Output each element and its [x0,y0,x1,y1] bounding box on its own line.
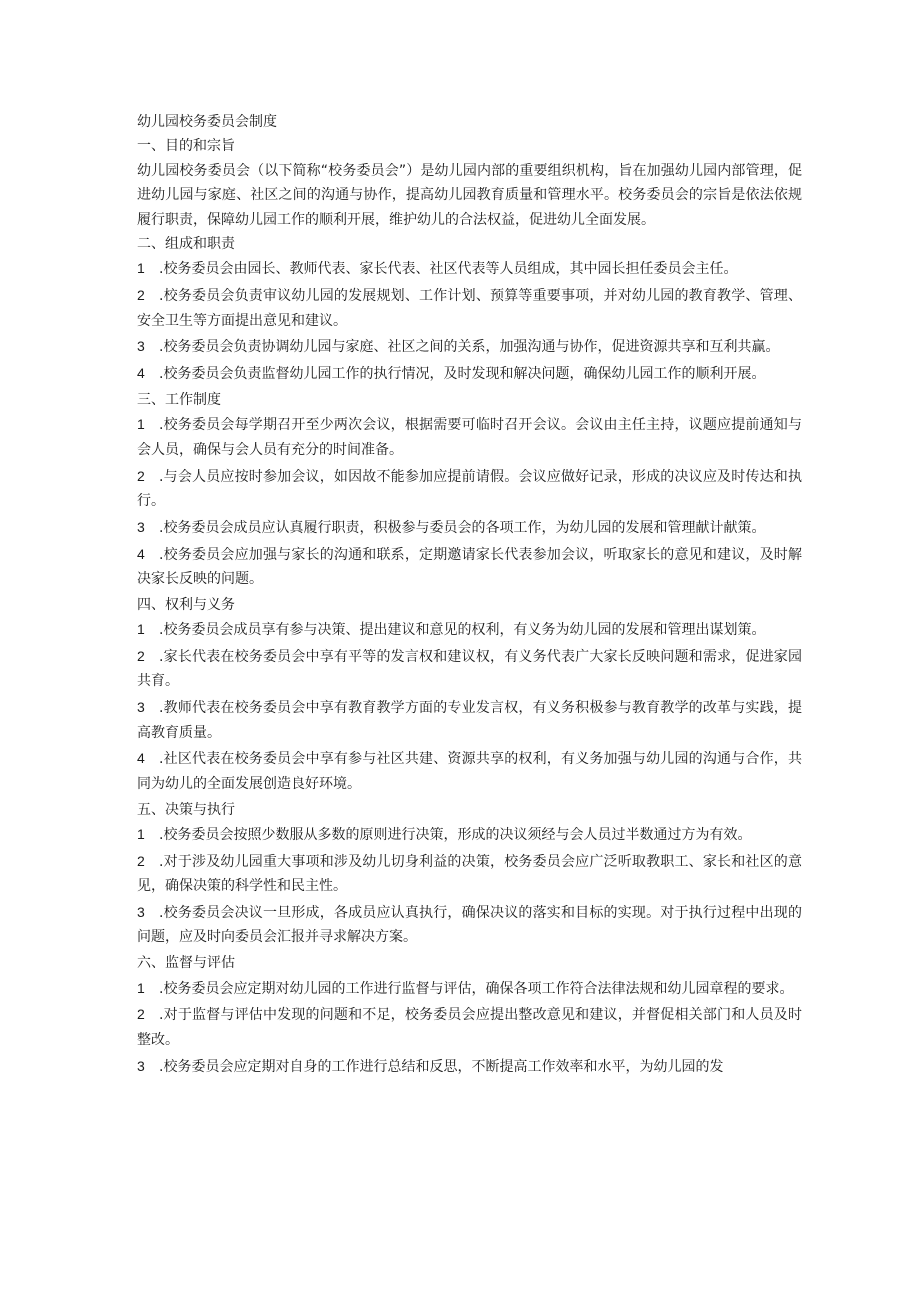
list-item [137,412,802,462]
section-heading-3: 三、工作制度 [137,392,221,409]
item-text: .校务委员会应定期对自身的工作进行总结和反思，不断提高工作效率和水平，为幼儿园的发 [159,1058,724,1075]
item-text: .校务委员会负责审议幼儿园的发展规划、工作计划、预算等重要事项，并对幼儿园的教育教学、管理、安全卫生等方面提出意见和建议。 [137,288,802,329]
item-text: .校务委员会成员享有参与决策、提出建议和意见的权利，有义务为幼儿园的发展和管理出谋划策。 [159,622,766,639]
item-number: 1 [137,416,145,433]
item-number: 4 [137,545,145,562]
item-number: 1 [137,979,145,996]
list-item [137,695,802,745]
item-number: 3 [137,1057,145,1074]
item-number: 3 [137,699,145,716]
item-text: .教师代表在校务委员会中享有教育教学方面的专业发言权，有义务积极参与教育教学的改革与实践，提高教育质量。 [137,700,802,741]
item-number: 3 [137,518,145,535]
item-text: .校务委员会应定期对幼儿园的工作进行监督与评估，确保各项工作符合法律法规和幼儿园章程的要求。 [159,980,794,997]
list-item [137,542,802,592]
item-number: 2 [137,1006,145,1023]
item-number: 2 [137,467,145,484]
item-text: .对于涉及幼儿园重大事项和涉及幼儿切身利益的决策，校务委员会应广泛听取教职工、家长和社区的意见，确保决策的科学性和民主性。 [137,853,802,895]
item-text: .校务委员会成员应认真履行职责，积极参与委员会的各项工作，为幼儿园的发展和管理献计献策。 [159,519,766,536]
list-item [137,976,802,1001]
item-number: 3 [137,904,145,921]
item-number: 1 [137,621,145,638]
item-number: 4 [137,365,145,382]
item-text: .与会人员应按时参加会议，如因故不能参加应提前请假。会议应做好记录，形成的决议应及时传达和执行。 [137,468,802,510]
item-number: 2 [137,852,145,869]
item-text: .校务委员会应加强与家长的沟通和联系，定期邀请家长代表参加会议，听取家长的意见和建议，及时解决家长反映的问题。 [137,546,802,588]
section-heading-5: 五、决策与执行 [137,801,235,818]
item-text: .家长代表在校务委员会中享有平等的发言权和建议权，有义务代表广大家长反映问题和需求，促进家园共育。 [137,649,802,690]
item-text: .校务委员会每学期召开至少两次会议，根据需要可临时召开会议。会议由主任主持，议题应提前通知与会人员，确保与会人员有充分的时间准备。 [137,417,802,458]
list-item [137,464,802,514]
list-item [137,849,802,899]
item-number: 3 [137,338,145,355]
list-item [137,644,802,694]
document-page [137,110,802,1080]
list-item [137,256,802,281]
list-item [137,1054,802,1079]
document-title: 幼儿园校务委员会制度 [137,114,277,130]
item-text: .对于监督与评估中发现的问题和不足，校务委员会应提出整改意见和建议，并督促相关部门和人员及时整改。 [137,1007,802,1048]
list-item [137,515,802,540]
list-item [137,746,802,796]
section-paragraph-1: 幼儿园校务委员会（以下简称“校务委员会”）是幼儿园内部的重要组织机构，旨在加强幼儿园内部管理，促进幼儿园与家庭、社区之间的沟通与协作，提高幼儿园教育质量和管理水平。校务委员会的宗旨是依法依规履行职责，保障幼儿园工作的顺利开展，维护幼儿的合法权益，促进幼儿全面发展。 [137,162,802,228]
item-number: 2 [137,287,145,304]
list-item [137,283,802,333]
list-item [137,334,802,359]
list-item [137,1002,802,1052]
section-heading-6: 六、监督与评估 [137,955,235,972]
item-text: .社区代表在校务委员会中享有参与社区共建、资源共享的权利，有义务加强与幼儿园的沟通与合作，共同为幼儿的全面发展创造良好环境。 [137,751,802,792]
section-heading-4: 四、权利与义务 [137,596,235,613]
item-number: 1 [137,260,145,277]
list-item [137,900,802,950]
section-heading-2: 二、组成和职责 [137,236,235,253]
list-item [137,617,802,642]
item-number: 2 [137,648,145,665]
section-heading-1: 一、目的和宗旨 [137,138,235,155]
item-text: .校务委员会按照少数服从多数的原则进行决策，形成的决议须经与会人员过半数通过方为有效。 [159,827,752,844]
item-text: .校务委员会负责协调幼儿园与家庭、社区之间的关系，加强沟通与协作，促进资源共享和互利共赢。 [159,339,780,356]
item-text: .校务委员会负责监督幼儿园工作的执行情况，及时发现和解决问题，确保幼儿园工作的顺利开展。 [159,366,766,383]
item-text: .校务委员会决议一旦形成，各成员应认真执行，确保决议的落实和目标的实现。对于执行过程中出现的问题，应及时向委员会汇报并寻求解决方案。 [137,905,802,946]
item-text: .校务委员会由园长、教师代表、家长代表、社区代表等人员组成，其中园长担任委员会主任。 [159,261,738,278]
list-item [137,361,802,386]
item-number: 1 [137,826,145,843]
item-number: 4 [137,750,145,767]
list-item [137,822,802,847]
